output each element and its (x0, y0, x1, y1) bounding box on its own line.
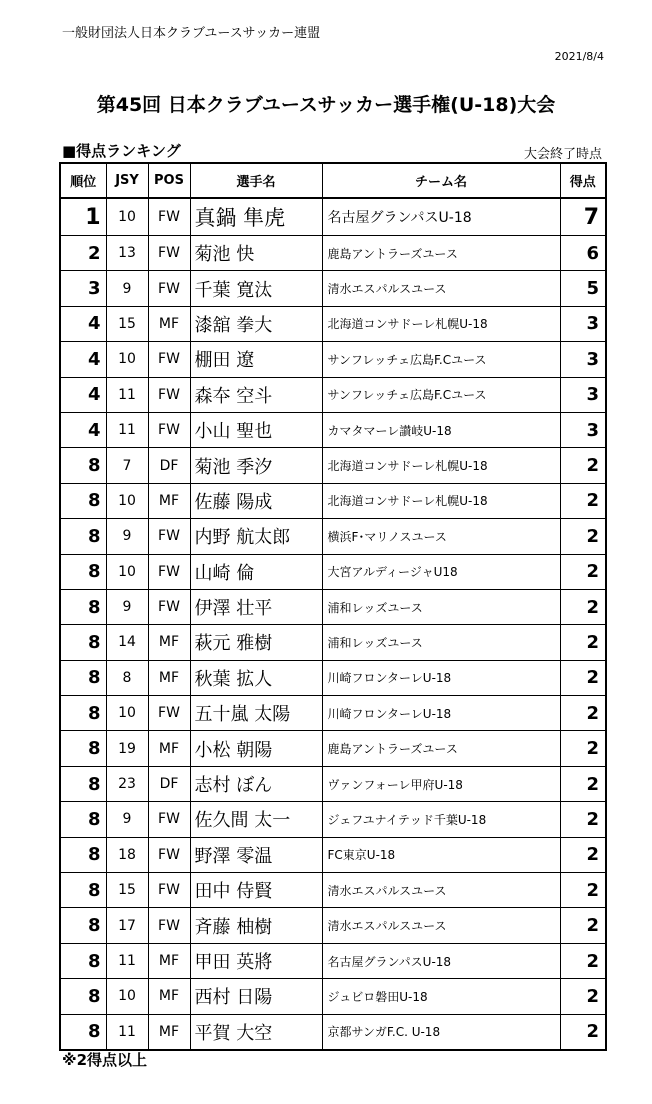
position-cell: MF (148, 660, 190, 695)
table-row (60, 589, 606, 624)
player-name-cell: 斉藤 柚樹 (190, 908, 322, 943)
points-cell: 5 (560, 271, 606, 306)
jersey-number-cell: 11 (106, 943, 148, 978)
as-of-label: 大会終了時点 (523, 147, 602, 162)
position-cell: FW (148, 519, 190, 554)
table-row (60, 873, 606, 908)
team-name-cell: 川崎フロンターレU-18 (322, 696, 560, 731)
rank-cell: 8 (60, 837, 106, 872)
rank-cell: 8 (60, 908, 106, 943)
jersey-number-cell: 10 (106, 342, 148, 377)
points-cell: 2 (560, 943, 606, 978)
table-row (60, 943, 606, 978)
footnote: ※2得点以上 (62, 1051, 148, 1069)
position-cell: FW (148, 837, 190, 872)
position-cell: FW (148, 377, 190, 412)
player-name-cell: 菊池 快 (190, 236, 322, 271)
team-name-cell: 鹿島アントラーズユース (322, 731, 560, 766)
points-cell: 2 (560, 696, 606, 731)
table-row (60, 412, 606, 447)
rank-cell: 8 (60, 766, 106, 801)
player-name-cell: 田中 侍賢 (190, 873, 322, 908)
jersey-number-cell: 18 (106, 837, 148, 872)
table-row (60, 908, 606, 943)
team-name-cell: ヴァンフォーレ甲府U-18 (322, 766, 560, 801)
rank-cell: 8 (60, 660, 106, 695)
organization-name: 一般財団法人日本クラブユースサッカー連盟 (62, 26, 321, 41)
table-row (60, 306, 606, 341)
rank-cell: 8 (60, 1014, 106, 1050)
rank-cell: 4 (60, 412, 106, 447)
jersey-number-cell: 17 (106, 908, 148, 943)
team-name-cell: 清水エスパルスユース (322, 908, 560, 943)
position-cell: MF (148, 1014, 190, 1050)
table-row (60, 519, 606, 554)
points-cell: 6 (560, 236, 606, 271)
team-name-cell: FC東京U-18 (322, 837, 560, 872)
player-name-cell: 西村 日陽 (190, 979, 322, 1014)
rank-cell: 8 (60, 448, 106, 483)
player-name-cell: 棚田 遼 (190, 342, 322, 377)
points-cell: 2 (560, 837, 606, 872)
player-name-cell: 平賀 大空 (190, 1014, 322, 1050)
points-cell: 2 (560, 873, 606, 908)
player-name-cell: 漆舘 拳大 (190, 306, 322, 341)
player-name-cell: 小山 聖也 (190, 412, 322, 447)
team-name-cell: 大宮アルディージャU18 (322, 554, 560, 589)
table-row (60, 1014, 606, 1050)
section-heading: ■得点ランキング (62, 142, 181, 160)
rank-cell: 3 (60, 271, 106, 306)
position-cell: FW (148, 412, 190, 447)
team-name-cell: 鹿島アントラーズユース (322, 236, 560, 271)
player-name-cell: 菊池 季汐 (190, 448, 322, 483)
table-row (60, 483, 606, 518)
position-cell: MF (148, 979, 190, 1014)
rank-cell: 4 (60, 342, 106, 377)
table-row (60, 625, 606, 660)
jersey-number-cell: 11 (106, 412, 148, 447)
jersey-number-cell: 10 (106, 483, 148, 518)
table-row (60, 837, 606, 872)
table-row (60, 660, 606, 695)
jersey-number-cell: 10 (106, 198, 148, 236)
team-name-cell: 横浜F･マリノスユース (322, 519, 560, 554)
team-name-cell: 清水エスパルスユース (322, 873, 560, 908)
table-body (60, 198, 606, 1050)
table-row (60, 377, 606, 412)
player-name-cell: 千葉 寛汰 (190, 271, 322, 306)
rank-cell: 8 (60, 731, 106, 766)
points-cell: 3 (560, 342, 606, 377)
rank-cell: 8 (60, 943, 106, 978)
column-header-jsy: JSY (106, 163, 148, 198)
player-name-cell: 野澤 零温 (190, 837, 322, 872)
position-cell: DF (148, 448, 190, 483)
table-header-row (60, 163, 606, 198)
table-row (60, 802, 606, 837)
team-name-cell: サンフレッチェ広島F.Cユース (322, 342, 560, 377)
points-cell: 2 (560, 483, 606, 518)
jersey-number-cell: 7 (106, 448, 148, 483)
table-row (60, 979, 606, 1014)
player-name-cell: 小松 朝陽 (190, 731, 322, 766)
player-name-cell: 内野 航太郎 (190, 519, 322, 554)
points-cell: 2 (560, 1014, 606, 1050)
document-date: 2021/8/4 (554, 50, 604, 63)
jersey-number-cell: 10 (106, 696, 148, 731)
points-cell: 2 (560, 766, 606, 801)
jersey-number-cell: 13 (106, 236, 148, 271)
team-name-cell: 浦和レッズユース (322, 625, 560, 660)
player-name-cell: 佐久間 太一 (190, 802, 322, 837)
table-row (60, 236, 606, 271)
points-cell: 2 (560, 625, 606, 660)
points-cell: 2 (560, 519, 606, 554)
rank-cell: 8 (60, 873, 106, 908)
position-cell: FW (148, 589, 190, 624)
points-cell: 3 (560, 412, 606, 447)
position-cell: FW (148, 271, 190, 306)
team-name-cell: 北海道コンサドーレ札幌U-18 (322, 306, 560, 341)
position-cell: FW (148, 802, 190, 837)
points-cell: 2 (560, 979, 606, 1014)
rank-cell: 8 (60, 696, 106, 731)
points-cell: 2 (560, 908, 606, 943)
points-cell: 3 (560, 377, 606, 412)
position-cell: FW (148, 908, 190, 943)
position-cell: MF (148, 306, 190, 341)
position-cell: FW (148, 198, 190, 236)
table-row (60, 554, 606, 589)
team-name-cell: 清水エスパルスユース (322, 271, 560, 306)
player-name-cell: 伊澤 壮平 (190, 589, 322, 624)
jersey-number-cell: 10 (106, 554, 148, 589)
position-cell: DF (148, 766, 190, 801)
player-name-cell: 佐藤 陽成 (190, 483, 322, 518)
position-cell: MF (148, 483, 190, 518)
jersey-number-cell: 9 (106, 802, 148, 837)
table-row (60, 766, 606, 801)
team-name-cell: 浦和レッズユース (322, 589, 560, 624)
table-row (60, 731, 606, 766)
position-cell: MF (148, 943, 190, 978)
player-name-cell: 甲田 英將 (190, 943, 322, 978)
page-title: 第45回 日本クラブユースサッカー選手権(U-18)大会 (96, 94, 556, 116)
position-cell: FW (148, 342, 190, 377)
table-row (60, 448, 606, 483)
points-cell: 2 (560, 554, 606, 589)
rank-cell: 1 (60, 198, 106, 236)
column-header-player: 選手名 (190, 163, 322, 198)
points-cell: 7 (560, 198, 606, 236)
player-name-cell: 真鍋 隼虎 (190, 198, 322, 236)
team-name-cell: 京都サンガF.C. U-18 (322, 1014, 560, 1050)
team-name-cell: 名古屋グランパスU-18 (322, 943, 560, 978)
team-name-cell: カマタマーレ讃岐U-18 (322, 412, 560, 447)
jersey-number-cell: 11 (106, 1014, 148, 1050)
team-name-cell: サンフレッチェ広島F.Cユース (322, 377, 560, 412)
column-header-rank: 順位 (60, 163, 106, 198)
player-name-cell: 萩元 雅樹 (190, 625, 322, 660)
player-name-cell: 山崎 倫 (190, 554, 322, 589)
rank-cell: 8 (60, 979, 106, 1014)
jersey-number-cell: 11 (106, 377, 148, 412)
column-header-team: チーム名 (322, 163, 560, 198)
jersey-number-cell: 8 (106, 660, 148, 695)
rank-cell: 4 (60, 377, 106, 412)
position-cell: FW (148, 696, 190, 731)
points-cell: 2 (560, 589, 606, 624)
table-row (60, 696, 606, 731)
position-cell: FW (148, 236, 190, 271)
team-name-cell: ジュビロ磐田U-18 (322, 979, 560, 1014)
jersey-number-cell: 15 (106, 873, 148, 908)
points-cell: 2 (560, 802, 606, 837)
points-cell: 2 (560, 448, 606, 483)
rank-cell: 8 (60, 589, 106, 624)
team-name-cell: 北海道コンサドーレ札幌U-18 (322, 448, 560, 483)
scoring-ranking-table (59, 162, 607, 1051)
jersey-number-cell: 14 (106, 625, 148, 660)
position-cell: FW (148, 554, 190, 589)
position-cell: MF (148, 625, 190, 660)
team-name-cell: 北海道コンサドーレ札幌U-18 (322, 483, 560, 518)
rank-cell: 8 (60, 554, 106, 589)
jersey-number-cell: 23 (106, 766, 148, 801)
rank-cell: 4 (60, 306, 106, 341)
player-name-cell: 志村 ぼん (190, 766, 322, 801)
table-row (60, 271, 606, 306)
jersey-number-cell: 19 (106, 731, 148, 766)
position-cell: MF (148, 731, 190, 766)
position-cell: FW (148, 873, 190, 908)
table-row (60, 342, 606, 377)
points-cell: 2 (560, 660, 606, 695)
rank-cell: 8 (60, 483, 106, 518)
rank-cell: 2 (60, 236, 106, 271)
column-header-points: 得点 (560, 163, 606, 198)
player-name-cell: 五十嵐 太陽 (190, 696, 322, 731)
jersey-number-cell: 9 (106, 271, 148, 306)
points-cell: 2 (560, 731, 606, 766)
team-name-cell: 名古屋グランパスU-18 (322, 198, 560, 236)
jersey-number-cell: 15 (106, 306, 148, 341)
rank-cell: 8 (60, 519, 106, 554)
team-name-cell: ジェフユナイテッド千葉U-18 (322, 802, 560, 837)
jersey-number-cell: 9 (106, 589, 148, 624)
jersey-number-cell: 9 (106, 519, 148, 554)
team-name-cell: 川崎フロンターレU-18 (322, 660, 560, 695)
jersey-number-cell: 10 (106, 979, 148, 1014)
player-name-cell: 秋葉 拡人 (190, 660, 322, 695)
player-name-cell: 森夲 空斗 (190, 377, 322, 412)
column-header-pos: POS (148, 163, 190, 198)
rank-cell: 8 (60, 802, 106, 837)
rank-cell: 8 (60, 625, 106, 660)
points-cell: 3 (560, 306, 606, 341)
table-row (60, 198, 606, 236)
